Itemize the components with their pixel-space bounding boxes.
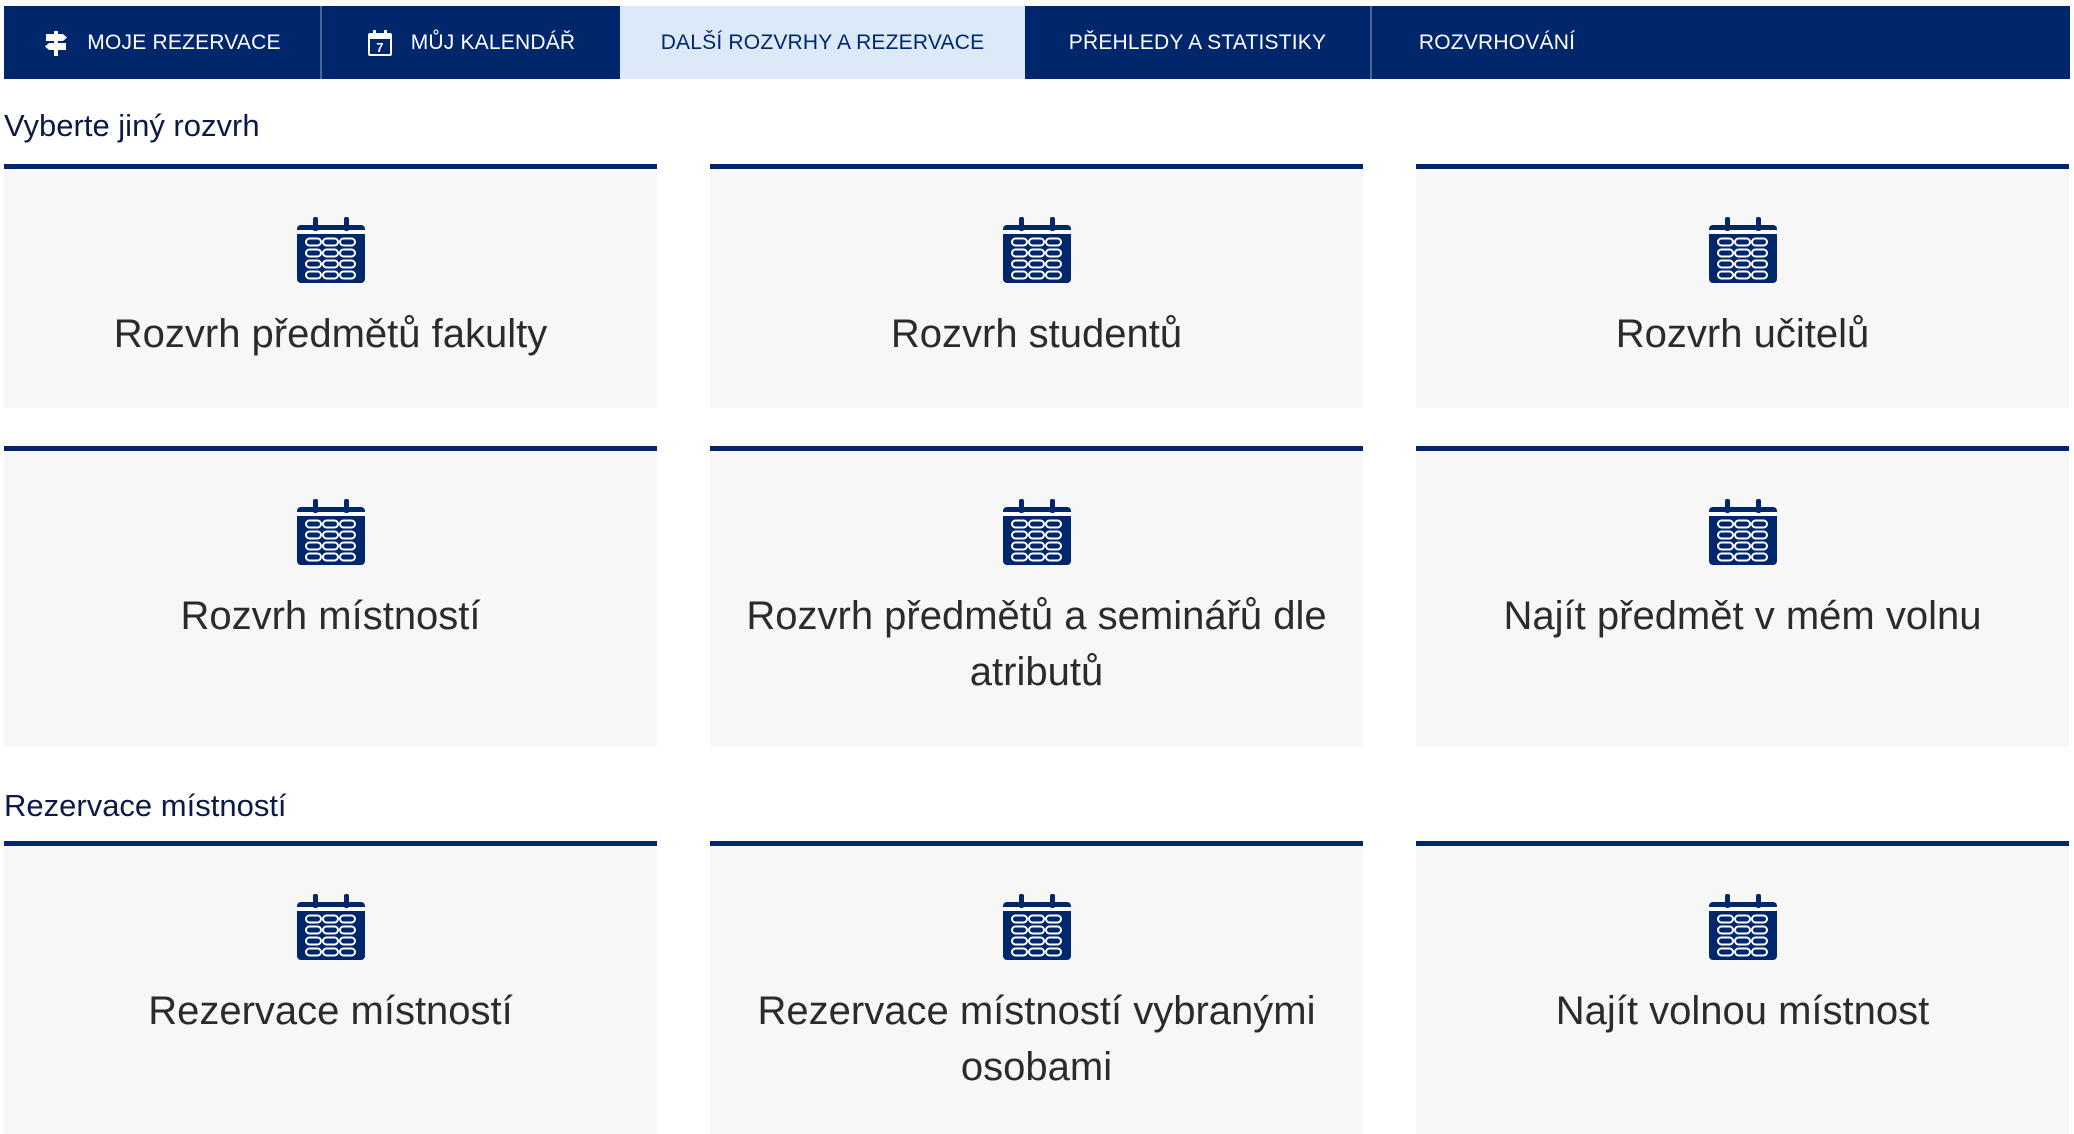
calendar-day-icon xyxy=(367,29,393,57)
card-label: Rozvrh předmětů a seminářů dle atributů xyxy=(746,594,1327,694)
card-rozvrh-ucitelu[interactable] xyxy=(1416,164,2069,408)
tab-label: PŘEHLEDY A STATISTIKY xyxy=(1068,30,1327,54)
top-navigation xyxy=(4,6,2070,79)
tab-muj-kalendar[interactable] xyxy=(322,6,620,79)
card-label: Rozvrh místností xyxy=(180,594,481,638)
card-rezervace-vybranymi-osobami[interactable] xyxy=(710,841,1363,1134)
reservation-cards-grid xyxy=(4,841,2070,1134)
tab-label: ROZVRHOVÁNÍ xyxy=(1418,30,1576,54)
card-rozvrh-dle-atributu[interactable] xyxy=(710,446,1363,747)
tab-rozvrhovani[interactable] xyxy=(1372,6,1622,79)
schedule-cards-grid xyxy=(4,164,2070,747)
section-heading: Rezervace místností xyxy=(4,788,287,823)
section-heading: Vyberte jiný rozvrh xyxy=(4,108,260,143)
card-rozvrh-predmetu-fakulty[interactable] xyxy=(4,164,657,408)
card-label: Rozvrh předmětů fakulty xyxy=(113,312,548,356)
calendar-icon xyxy=(1002,216,1072,284)
calendar-icon xyxy=(296,216,366,284)
card-najit-predmet-v-volnu[interactable] xyxy=(1416,446,2069,747)
tab-moje-rezervace[interactable] xyxy=(4,6,322,79)
card-najit-volnou-mistnost[interactable] xyxy=(1416,841,2069,1134)
calendar-icon xyxy=(1708,893,1778,961)
signpost-icon xyxy=(43,29,69,57)
tab-label: DALŠÍ ROZVRHY A REZERVACE xyxy=(660,30,985,54)
calendar-day-number: 7 xyxy=(375,39,384,55)
calendar-icon xyxy=(296,498,366,566)
calendar-icon xyxy=(1708,498,1778,566)
card-label: Najít předmět v mém volnu xyxy=(1503,594,1982,638)
calendar-icon xyxy=(1708,216,1778,284)
tab-label: MOJE REZERVACE xyxy=(87,30,281,54)
card-label: Rozvrh studentů xyxy=(890,312,1183,356)
card-label: Najít volnou místnost xyxy=(1555,989,1930,1033)
calendar-icon xyxy=(1002,893,1072,961)
calendar-icon xyxy=(296,893,366,961)
card-rozvrh-mistnosti[interactable] xyxy=(4,446,657,747)
calendar-icon xyxy=(1002,498,1072,566)
card-label: Rezervace místností xyxy=(148,989,513,1033)
tab-label: MŮJ KALENDÁŘ xyxy=(410,30,576,54)
tab-prehledy-statistiky[interactable] xyxy=(1025,6,1372,79)
card-rozvrh-studentu[interactable] xyxy=(710,164,1363,408)
card-label: Rezervace místností vybranými osobami xyxy=(757,989,1316,1089)
card-label: Rozvrh učitelů xyxy=(1615,312,1870,356)
card-rezervace-mistnosti[interactable] xyxy=(4,841,657,1134)
tab-dalsi-rozvrhy[interactable] xyxy=(620,6,1025,79)
